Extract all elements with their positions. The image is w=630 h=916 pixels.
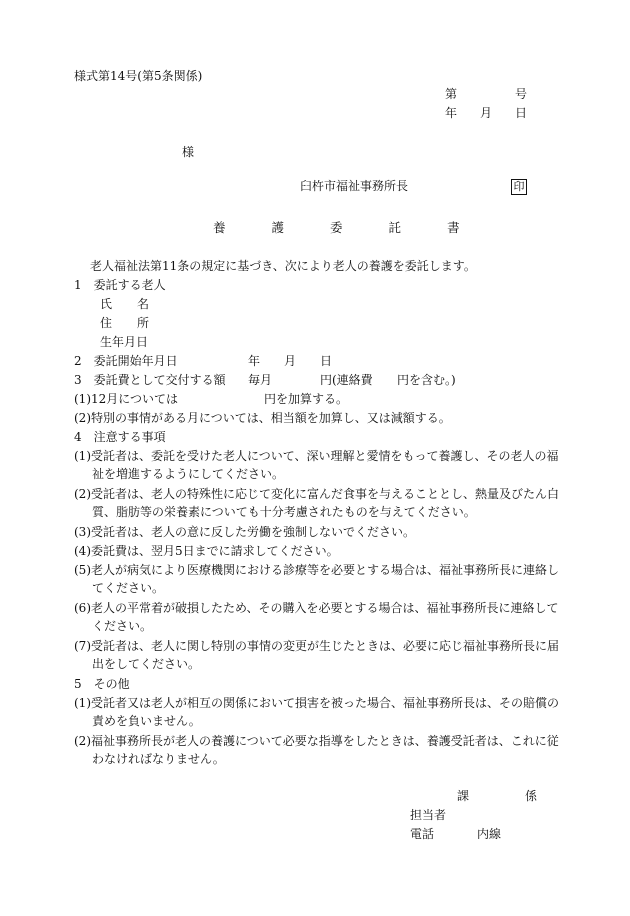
section4-heading: 4 注意する事項 [74,430,166,444]
seal-box: 印 [511,179,527,195]
start-year: 年 [248,354,261,368]
section3-label: 3 委託費として交付する額 [74,373,226,387]
section4-item1-line1: (1)受託者は、委託を受けた老人について、深い理解と愛情をもって養護し、その老人の福 [74,449,559,463]
title-char: 護 [271,220,285,235]
section4-item7-line2: 出をしてください。 [92,657,201,671]
start-day: 日 [320,354,333,368]
yen-included: 円を含む。) [397,373,456,387]
section3-item2: (2)特別の事情がある月については、相当額を加算し、又は減額する。 [74,411,451,425]
footer-naisen: 内線 [477,827,502,841]
date-day: 日 [515,106,528,120]
section4-item3: (3)受託者は、老人の意に反した労働を強制しないでください。 [74,525,416,539]
footer-ka: 課 [457,789,470,803]
title-char: 委 [330,220,343,235]
seal-mark [511,178,527,195]
footer-kakari: 係 [525,789,538,803]
section1-heading: 1 委託する老人 [74,278,166,292]
section4-item6-line2: ください。 [92,619,153,633]
section5-item1-line1: (1)受託者又は老人が相互の関係において損害を被った場合、福祉事務所長は、その賠償の [74,696,560,710]
section4-item1-line2: 祉を増進するようにしてください。 [92,467,285,481]
addressee-suffix: 様 [182,145,195,159]
start-month: 月 [284,354,297,368]
name-label-a: 氏 [100,297,113,311]
address-label-a: 住 [100,316,113,330]
footer-denwa: 電話 [410,827,435,841]
section4-item7-line1: (7)受託者は、老人に関し特別の事情の変更が生じたときは、必要に応じ福祉事務所長に届 [74,639,560,653]
section3-item1-a: (1)12月については [74,392,179,406]
title-char: 書 [447,220,460,235]
section5-item2-line1: (2)福祉事務所長が老人の養護について必要な指導をしたときは、養護受託者は、これに従 [74,734,559,748]
doc-number-suffix: 号 [515,87,528,101]
section4-item5-line1: (5)老人が病気により医療機関における診療等を必要とする場合は、福祉事務所長に連絡し [74,563,560,577]
section5-item1-line2: 責めを負いません。 [92,714,201,728]
doc-number-prefix: 第 [445,87,458,101]
issuer-name: 臼杵市福祉事務所長 [300,179,409,193]
section5-item2-line2: わなければなりません。 [92,752,225,766]
section4-item2-line2: 質、脂肪等の栄養素についても十分考慮されたものを与えてください。 [92,505,476,519]
dob-label: 生年月日 [100,335,149,349]
date-month: 月 [480,106,493,120]
section2-label: 2 委託開始年月日 [74,354,178,368]
name-label-b: 名 [137,297,150,311]
address-label-b: 所 [137,316,150,330]
section4-item4: (4)委託費は、翌月5日までに請求してください。 [74,544,339,558]
document-title [213,220,460,236]
date-year: 年 [445,106,458,120]
section4-item2-line1: (2)受託者は、老人の特殊性に応じて変化に富んだ食事を与えることとし、熱量及びたん白 [74,487,560,501]
footer-tantousha: 担当者 [410,808,447,822]
intro-text: 老人福祉法第11条の規定に基づき、次により老人の養護を委託します。 [90,259,476,273]
form-number: 様式第14号(第5条関係) [74,69,203,83]
title-char: 託 [388,220,402,235]
section4-item5-line2: てください。 [92,581,165,595]
monthly-label: 毎月 [248,373,273,387]
title-char: 養 [213,220,226,235]
section4-item6-line1: (6)老人の平常着が破損したため、その購入を必要とする場合は、福祉事務所長に連絡して [74,601,559,615]
yen-detail: 円(連絡費 [320,373,373,387]
section5-heading: 5 その他 [74,677,130,691]
section3-item1-b: 円を加算する。 [264,392,349,406]
